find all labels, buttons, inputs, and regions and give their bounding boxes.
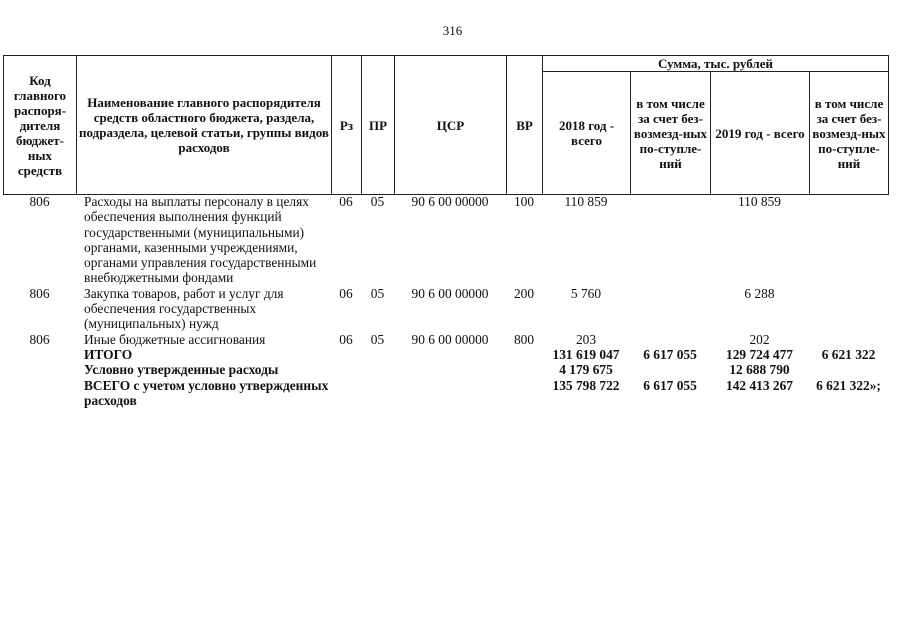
row-grants-2018 xyxy=(630,332,710,347)
header-sum: Сумма, тыс. рублей xyxy=(543,56,889,72)
table-row xyxy=(3,286,888,332)
row-name: Расходы на выплаты персоналу в целях обеспечения выполнения функций государственными (муниципальными) органами, казенными учреждениями, органами управления государственными внебюджетными фондами xyxy=(84,194,317,286)
total-grants-2019: 6 621 322 xyxy=(821,346,876,362)
total-grants-2018: 6 617 055 xyxy=(643,377,697,393)
row-name: Закупка товаров, работ и услуг для обеспечения государственных (муниципальных) нужд xyxy=(84,285,284,332)
total-name: Условно утвержденные расходы xyxy=(84,362,279,378)
total-row xyxy=(3,378,888,409)
total-sum-2018: 135 798 722 xyxy=(552,377,620,393)
header-pr: ПР xyxy=(362,56,395,195)
header-2018-grants: в том числе за счет без-возмезд-ных по-ступле-ний xyxy=(631,72,711,195)
row-code: 806 xyxy=(29,285,50,301)
total-row xyxy=(3,347,888,362)
total-row xyxy=(3,362,888,377)
page-number: 316 xyxy=(442,23,463,38)
row-sum-2018: 5 760 xyxy=(570,285,602,301)
total-sum-2019: 142 413 267 xyxy=(726,377,793,393)
total-sum-2019: 12 688 790 xyxy=(729,362,790,378)
row-grants-2019 xyxy=(809,332,888,347)
row-pr: 05 xyxy=(370,331,385,347)
total-sum-2019: 129 724 477 xyxy=(726,346,793,362)
table-body xyxy=(3,194,888,408)
table-header xyxy=(3,55,889,195)
total-name: ВСЕГО с учетом условно утвержденных расходов xyxy=(84,377,329,408)
row-sum-2019: 6 288 xyxy=(744,285,775,301)
total-name: ИТОГО xyxy=(84,346,133,362)
total-grants-2018: 6 617 055 xyxy=(643,346,697,362)
header-rz: Рз xyxy=(332,56,362,195)
row-sum-2018: 203 xyxy=(575,331,597,347)
row-vr: 100 xyxy=(513,194,535,209)
table-row xyxy=(3,194,888,286)
row-grants-2018 xyxy=(630,194,710,286)
total-grants-2018 xyxy=(630,362,710,377)
row-vr: 800 xyxy=(513,331,535,347)
header-csr: ЦСР xyxy=(395,56,507,195)
header-code: Код главного распоря-дителя бюджет-ных средств xyxy=(4,56,77,195)
row-rz: 06 xyxy=(339,194,353,209)
row-code: 806 xyxy=(29,331,50,347)
row-sum-2019: 202 xyxy=(749,331,770,347)
row-csr: 90 6 00 00000 xyxy=(411,194,489,209)
row-rz: 06 xyxy=(339,331,353,347)
row-sum-2018: 110 859 xyxy=(564,194,608,209)
row-code: 806 xyxy=(29,194,50,209)
row-sum-2019: 110 859 xyxy=(737,194,782,209)
row-csr: 90 6 00 00000 xyxy=(411,285,489,301)
row-rz: 06 xyxy=(339,285,353,301)
total-grants-2019 xyxy=(809,362,888,377)
total-sum-2018: 4 179 675 xyxy=(559,362,613,378)
header-2019-grants: в том числе за счет без-возмезд-ных по-ступле-ний xyxy=(810,72,889,195)
row-pr: 05 xyxy=(370,285,385,301)
header-2018-total: 2018 год - всего xyxy=(543,72,631,195)
row-grants-2018 xyxy=(630,286,710,332)
row-csr: 90 6 00 00000 xyxy=(411,331,489,347)
table-row xyxy=(3,332,888,347)
header-vr: ВР xyxy=(507,56,543,195)
row-name: Иные бюджетные ассигнования xyxy=(84,331,266,347)
row-vr: 200 xyxy=(513,285,535,301)
row-grants-2019 xyxy=(809,194,888,286)
row-grants-2019 xyxy=(809,286,888,332)
header-2019-total: 2019 год - всего xyxy=(711,72,810,195)
header-name: Наименование главного распорядителя средств областного бюджета, раздела, подраздела, целевой статьи, группы видов расходов xyxy=(77,56,332,195)
total-sum-2018: 131 619 047 xyxy=(552,346,620,362)
row-pr: 05 xyxy=(370,194,385,209)
total-grants-2019: 6 621 322»; xyxy=(816,377,881,393)
